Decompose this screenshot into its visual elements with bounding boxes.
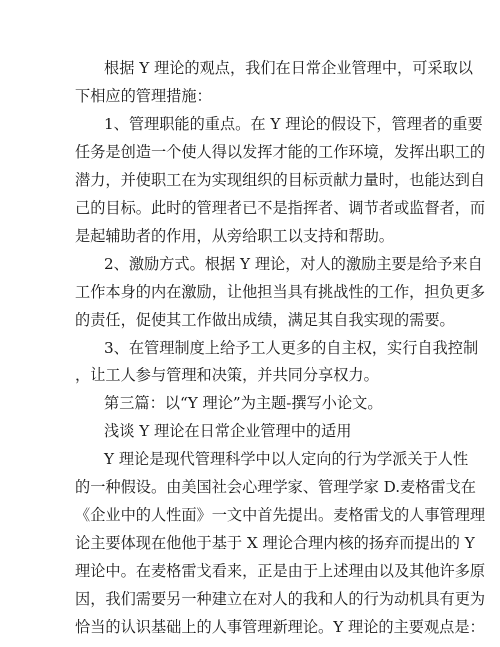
text-line: 是起辅助者的作用，从旁给职工以支持和帮助。: [75, 226, 394, 245]
text-line: 的一种假设。由美国社会心理学家、管理学家 D.麦格雷戈在: [75, 478, 476, 497]
text-line: 2、激励方式。根据 Y 理论，对人的激励主要是给予来自: [104, 254, 483, 273]
text-line: 论主要体现在他他于基于 X 理论合理内核的扬弃而提出的 Y: [75, 534, 475, 553]
text-line: 3、在管理制度上给予工人更多的自主权，实行自我控制: [104, 338, 479, 357]
text-line: ，让工人参与管理和决策，并共同分享权力。: [75, 366, 379, 385]
text-line: Y 理论是现代管理科学中以人定向的行为学派关于人性: [104, 450, 469, 469]
text-line: 己的目标。此时的管理者已不是指挥者、调节者或监督者，而: [75, 198, 486, 217]
text-line: 《企业中的人性面》一文中首先提出。麦格雷戈的人事管理理: [75, 506, 486, 525]
text-line: 工作本身的内在激励，让他担当具有挑战性的工作，担负更多: [75, 282, 486, 301]
text-line: 根据 Y 理论的观点，我们在日常企业管理中，可采取以: [104, 59, 473, 77]
text-line: 理论中。在麦格雷戈看来，正是由于上述理由以及其他许多原: [75, 562, 486, 581]
text-line: 任务是创造一个使人得以发挥才能的工作环境，发挥出职工的: [75, 142, 486, 161]
text-line: 下相应的管理措施：: [75, 87, 212, 105]
section-heading: 第三篇：以“Y 理论”为主题-撰写小论文。: [104, 394, 383, 413]
text-line: 因，我们需要另一种建立在对人的我和人的行为动机具有更为: [75, 590, 486, 608]
text-line: 潜力，并使职工在为实现组织的目标贡献力量时，也能达到自: [75, 170, 486, 189]
text-line: 1、管理职能的重点。在 Y 理论的假设下，管理者的重要: [104, 114, 483, 133]
text-line: 恰当的认识基础上的人事管理新理论。Y 理论的主要观点是：: [75, 618, 485, 636]
essay-title: 浅谈 Y 理论在日常企业管理中的适用: [104, 422, 352, 441]
text-line: 的责任，促使其工作做出成绩，满足其自我实现的需要。: [75, 310, 455, 329]
